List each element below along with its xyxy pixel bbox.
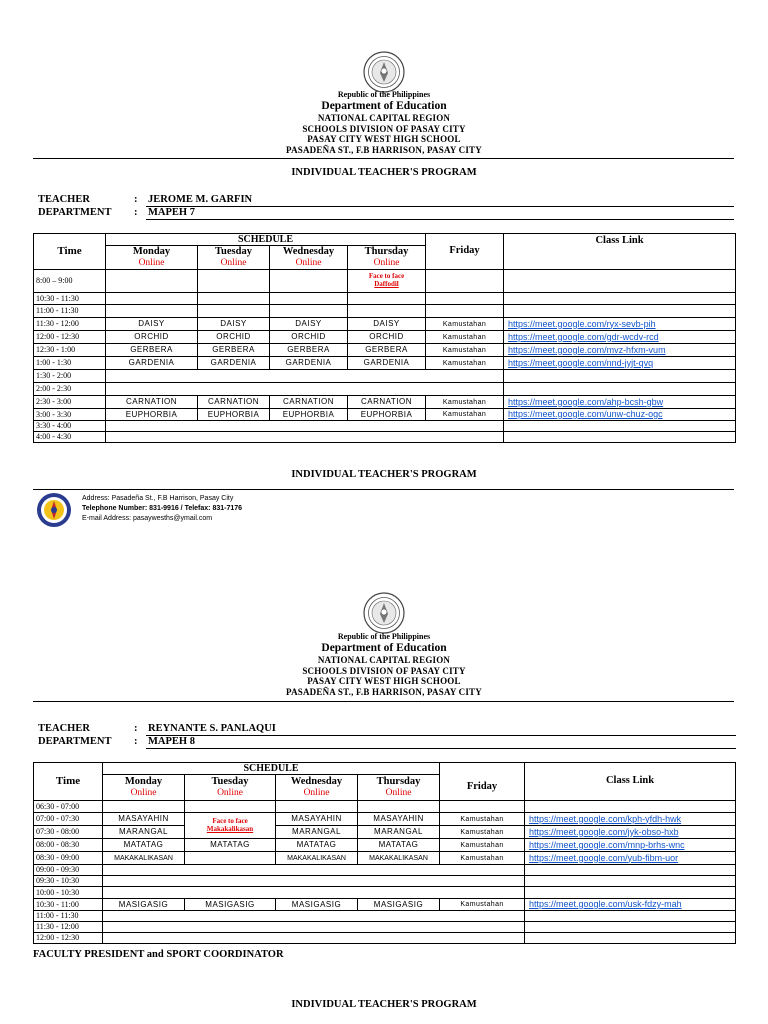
merged-cell <box>103 933 525 944</box>
merged-cell <box>106 370 504 383</box>
friday-cell: Kamustahan <box>440 852 525 865</box>
class-link[interactable]: https://meet.google.com/jyk-obso-hxb <box>525 826 736 839</box>
department-text: Department of Education <box>321 100 447 112</box>
time-cell: 3:00 - 3:30 <box>34 409 106 421</box>
table-row <box>34 270 736 293</box>
section-cell: MATATAG <box>185 839 276 852</box>
schedule-table-2 <box>33 762 736 944</box>
section-cell: GARDENIA <box>106 357 198 370</box>
table-row <box>34 432 736 443</box>
table-row <box>34 357 736 370</box>
section-cell: MAKAKALIKASAN <box>103 852 185 865</box>
schedule-cell <box>270 293 348 305</box>
section-cell: MASIGASIG <box>276 899 358 911</box>
underline <box>146 748 736 749</box>
program-title: INDIVIDUAL TEACHER'S PROGRAM <box>291 167 477 178</box>
section-cell: MASAYAHIN <box>358 813 440 826</box>
merged-cell <box>103 887 525 899</box>
department-row <box>38 736 738 750</box>
section-cell: MASAYAHIN <box>103 813 185 826</box>
merged-cell <box>103 922 525 933</box>
class-link-header: Class Link <box>525 763 736 801</box>
section-cell: MASAYAHIN <box>276 813 358 826</box>
division-text: SCHOOLS DIVISION OF PASAY CITY <box>302 123 466 134</box>
department-name: MAPEH 8 <box>148 736 195 747</box>
tuesday-header: Tuesday Online <box>185 775 276 801</box>
class-link-cell <box>525 876 736 887</box>
section-cell: EUPHORBIA <box>106 409 198 421</box>
schedule-cell <box>106 270 198 293</box>
table-row <box>34 318 736 331</box>
table-row <box>34 370 736 383</box>
time-cell: 10:30 - 11:30 <box>34 293 106 305</box>
section-cell: GERBERA <box>348 344 426 357</box>
time-cell: 2:30 - 3:00 <box>34 396 106 409</box>
section-cell: MASIGASIG <box>358 899 440 911</box>
class-link[interactable]: https://meet.google.com/kph-yfdh-hwk <box>525 813 736 826</box>
class-link-cell <box>504 293 736 305</box>
department-name: MAPEH 7 <box>148 207 195 218</box>
section-cell: CARNATION <box>198 396 270 409</box>
friday-header: Friday <box>440 775 525 801</box>
class-link[interactable]: https://meet.google.com/mvz-hfxm-vum <box>504 344 736 357</box>
table-row <box>34 933 736 944</box>
time-cell: 11:00 - 11:30 <box>34 305 106 318</box>
class-link[interactable]: https://meet.google.com/gdr-wcdv-rcd <box>504 331 736 344</box>
table-row <box>34 801 736 813</box>
time-cell: 07:00 - 07:30 <box>34 813 103 826</box>
schedule-cell <box>276 801 358 813</box>
table-row <box>34 331 736 344</box>
section-cell: GARDENIA <box>348 357 426 370</box>
class-link-cell <box>504 421 736 432</box>
section-cell: GERBERA <box>106 344 198 357</box>
f2f-section: Makakalikasan <box>206 824 254 833</box>
thursday-header: Thursday Online <box>358 775 440 801</box>
table-row <box>34 899 736 911</box>
teacher-name: JEROME M. GARFIN <box>148 194 253 205</box>
schedule-cell <box>103 801 185 813</box>
table-row <box>34 839 736 852</box>
department-row <box>38 207 738 221</box>
friday-cell <box>440 801 525 813</box>
teacher-row <box>38 194 738 208</box>
deped-seal-icon <box>363 592 405 634</box>
section-cell: DAISY <box>348 318 426 331</box>
class-link-cell <box>504 432 736 443</box>
section-cell: ORCHID <box>198 331 270 344</box>
section-cell: MATATAG <box>276 839 358 852</box>
republic-text: Republic of the Philippines <box>337 632 431 641</box>
section-cell: GERBERA <box>270 344 348 357</box>
friday-cell: Kamustahan <box>440 899 525 911</box>
class-link[interactable]: https://meet.google.com/yub-fibm-uor <box>525 852 736 865</box>
schedule-header: SCHEDULE <box>106 234 426 246</box>
section-cell: CARNATION <box>270 396 348 409</box>
program-title: INDIVIDUAL TEACHER'S PROGRAM <box>291 469 477 480</box>
friday-cell: Kamustahan <box>440 813 525 826</box>
time-cell: 8:00 – 9:00 <box>34 270 106 293</box>
monday-header: Monday Online <box>106 246 198 270</box>
table-row <box>34 409 736 421</box>
thursday-header: Thursday Online <box>348 246 426 270</box>
section-cell: MATATAG <box>358 839 440 852</box>
time-cell: 12:30 - 1:00 <box>34 344 106 357</box>
republic-text: Republic of the Philippines <box>337 90 431 99</box>
table-row <box>34 865 736 876</box>
schedule-cell <box>106 305 198 318</box>
section-cell: GERBERA <box>198 344 270 357</box>
monday-header: Monday Online <box>103 775 185 801</box>
merged-cell <box>103 865 525 876</box>
table-row <box>34 876 736 887</box>
class-link-cell <box>525 933 736 944</box>
section-cell: EUPHORBIA <box>198 409 270 421</box>
section-cell: DAISY <box>106 318 198 331</box>
class-link[interactable]: https://meet.google.com/usk-fdzy-mah <box>525 899 736 911</box>
merged-cell <box>103 876 525 887</box>
divider <box>33 489 734 490</box>
class-link-cell <box>525 911 736 922</box>
merged-cell <box>106 432 504 443</box>
school-logo-icon <box>36 492 72 528</box>
section-cell: CARNATION <box>106 396 198 409</box>
section-cell: MAKAKALIKASAN <box>276 852 358 865</box>
time-header: Time <box>34 763 103 801</box>
schedule-table-1 <box>33 233 736 443</box>
schedule-cell <box>185 801 276 813</box>
department-label: DEPARTMENT <box>38 736 112 747</box>
friday-cell: Kamustahan <box>426 344 504 357</box>
section-cell: ORCHID <box>106 331 198 344</box>
school-text: PASAY CITY WEST HIGH SCHOOL <box>307 134 461 144</box>
time-cell: 12:00 - 12:30 <box>34 933 103 944</box>
class-link-cell <box>504 370 736 383</box>
section-cell: MATATAG <box>103 839 185 852</box>
class-link-cell <box>504 383 736 396</box>
table-row <box>34 826 736 839</box>
class-link[interactable]: https://meet.google.com/ryx-sevb-pih <box>504 318 736 331</box>
friday-cell: Kamustahan <box>440 839 525 852</box>
time-cell: 2:00 - 2:30 <box>34 383 106 396</box>
merged-cell <box>106 383 504 396</box>
program-title: INDIVIDUAL TEACHER'S PROGRAM <box>291 999 477 1010</box>
divider <box>33 158 734 159</box>
time-cell: 07:30 - 08:00 <box>34 826 103 839</box>
class-link-cell <box>525 887 736 899</box>
time-cell: 06:30 - 07:00 <box>34 801 103 813</box>
underline <box>146 219 734 220</box>
schedule-cell <box>348 293 426 305</box>
table-row <box>34 344 736 357</box>
section-cell: MARANGAL <box>276 826 358 839</box>
friday-header: Friday <box>426 234 504 270</box>
school-text: PASAY CITY WEST HIGH SCHOOL <box>307 676 461 686</box>
friday-cell: Kamustahan <box>426 318 504 331</box>
table-row <box>34 922 736 933</box>
tuesday-header: Tuesday Online <box>198 246 270 270</box>
telephone-line: Telephone Number: 831-9916 / Telefax: 831-7176 <box>82 504 243 512</box>
section-cell: ORCHID <box>348 331 426 344</box>
wednesday-header: Wednesday Online <box>276 775 358 801</box>
table-row <box>34 293 736 305</box>
school-contact <box>82 494 242 523</box>
time-cell: 09:00 - 09:30 <box>34 865 103 876</box>
friday-cell <box>426 305 504 318</box>
colon: : <box>134 207 138 218</box>
section-cell: DAISY <box>270 318 348 331</box>
teacher-name: REYNANTE S. PANLAQUI <box>148 723 276 734</box>
colon: : <box>134 194 138 205</box>
time-cell: 11:30 - 12:00 <box>34 318 106 331</box>
table-row <box>34 421 736 432</box>
time-cell: 10:00 - 10:30 <box>34 887 103 899</box>
table-row <box>34 383 736 396</box>
department-label: DEPARTMENT <box>38 207 112 218</box>
schedule-cell <box>270 270 348 293</box>
schedule-header: SCHEDULE <box>103 763 440 775</box>
schedule-cell <box>198 305 270 318</box>
class-link-cell <box>525 865 736 876</box>
time-cell: 08:00 - 08:30 <box>34 839 103 852</box>
friday-cell: Kamustahan <box>426 396 504 409</box>
merged-cell <box>106 421 504 432</box>
time-cell: 1:30 - 2:00 <box>34 370 106 383</box>
friday-cell: Kamustahan <box>426 357 504 370</box>
region-text: NATIONAL CAPITAL REGION <box>317 113 451 123</box>
table-row <box>34 887 736 899</box>
letterhead <box>0 633 768 697</box>
time-cell: 1:00 - 1:30 <box>34 357 106 370</box>
friday-cell: Kamustahan <box>440 826 525 839</box>
school-address-text: PASADEÑA ST., F.B HARRISON, PASAY CITY <box>286 144 482 155</box>
class-link[interactable]: https://meet.google.com/nnd-jyjt-qvq <box>504 357 736 370</box>
email-line: E-mail Address: pasaywesths@ymail.com <box>82 514 213 522</box>
class-link-cell <box>525 801 736 813</box>
section-cell: GARDENIA <box>198 357 270 370</box>
section-cell: EUPHORBIA <box>270 409 348 421</box>
time-header: Time <box>34 234 106 270</box>
colon: : <box>134 736 138 747</box>
department-text: Department of Education <box>321 642 447 654</box>
division-text: SCHOOLS DIVISION OF PASAY CITY <box>302 665 466 676</box>
f2f-section: Daffodil <box>374 280 399 288</box>
friday-cell <box>426 270 504 293</box>
table-row <box>34 852 736 865</box>
schedule-cell <box>198 270 270 293</box>
schedule-cell <box>270 305 348 318</box>
region-text: NATIONAL CAPITAL REGION <box>317 655 451 665</box>
deped-seal-icon <box>363 51 405 93</box>
section-cell: GARDENIA <box>270 357 348 370</box>
section-cell: MASIGASIG <box>185 899 276 911</box>
class-link[interactable]: https://meet.google.com/ahp-bcsh-gbw <box>504 396 736 409</box>
time-cell: 10:30 - 11:00 <box>34 899 103 911</box>
friday-cell <box>426 293 504 305</box>
merged-cell <box>103 911 525 922</box>
time-cell: 4:00 - 4:30 <box>34 432 106 443</box>
time-cell: 09:30 - 10:30 <box>34 876 103 887</box>
section-cell: MAKAKALIKASAN <box>358 852 440 865</box>
wednesday-header: Wednesday Online <box>270 246 348 270</box>
friday-cell: Kamustahan <box>426 331 504 344</box>
table-row <box>34 911 736 922</box>
section-cell: ORCHID <box>270 331 348 344</box>
face-to-face-cell <box>348 270 426 293</box>
time-cell: 12:00 - 12:30 <box>34 331 106 344</box>
class-link-cell <box>525 922 736 933</box>
schedule-cell <box>358 801 440 813</box>
table-row <box>34 305 736 318</box>
table-row <box>34 396 736 409</box>
schedule-cell <box>198 293 270 305</box>
class-link[interactable]: https://meet.google.com/mnp-brhs-wnc <box>525 839 736 852</box>
friday-cell: Kamustahan <box>426 409 504 421</box>
time-cell: 11:30 - 12:00 <box>34 922 103 933</box>
class-link-cell <box>504 305 736 318</box>
class-link[interactable]: https://meet.google.com/unw-chuz-ogc <box>504 409 736 421</box>
school-address-text: PASADEÑA ST., F.B HARRISON, PASAY CITY <box>286 686 482 697</box>
f2f-label: Face to face <box>212 816 248 825</box>
section-cell: MARANGAL <box>103 826 185 839</box>
class-link-cell <box>504 270 736 293</box>
section-cell: CARNATION <box>348 396 426 409</box>
time-cell: 08:30 - 09:00 <box>34 852 103 865</box>
address-line: Address: Pasadeña St., F.B Harrison, Pasay City <box>82 495 234 502</box>
schedule-cell <box>348 305 426 318</box>
f2f-label: Face to face <box>368 272 405 281</box>
face-to-face-cell <box>185 813 276 839</box>
time-cell: 11:00 - 11:30 <box>34 911 103 922</box>
section-cell: DAISY <box>198 318 270 331</box>
teacher-label: TEACHER <box>38 194 90 205</box>
time-cell: 3:30 - 4:00 <box>34 421 106 432</box>
section-cell: MASIGASIG <box>103 899 185 911</box>
section-cell: EUPHORBIA <box>348 409 426 421</box>
faculty-position: FACULTY PRESIDENT and SPORT COORDINATOR <box>33 949 284 960</box>
section-cell <box>185 852 276 865</box>
teacher-label: TEACHER <box>38 723 90 734</box>
teacher-row <box>38 723 738 737</box>
schedule-cell <box>106 293 198 305</box>
letterhead <box>0 91 768 155</box>
colon: : <box>134 723 138 734</box>
section-cell: MARANGAL <box>358 826 440 839</box>
table-row <box>34 813 736 826</box>
divider <box>33 701 734 702</box>
class-link-header: Class Link <box>504 234 736 270</box>
